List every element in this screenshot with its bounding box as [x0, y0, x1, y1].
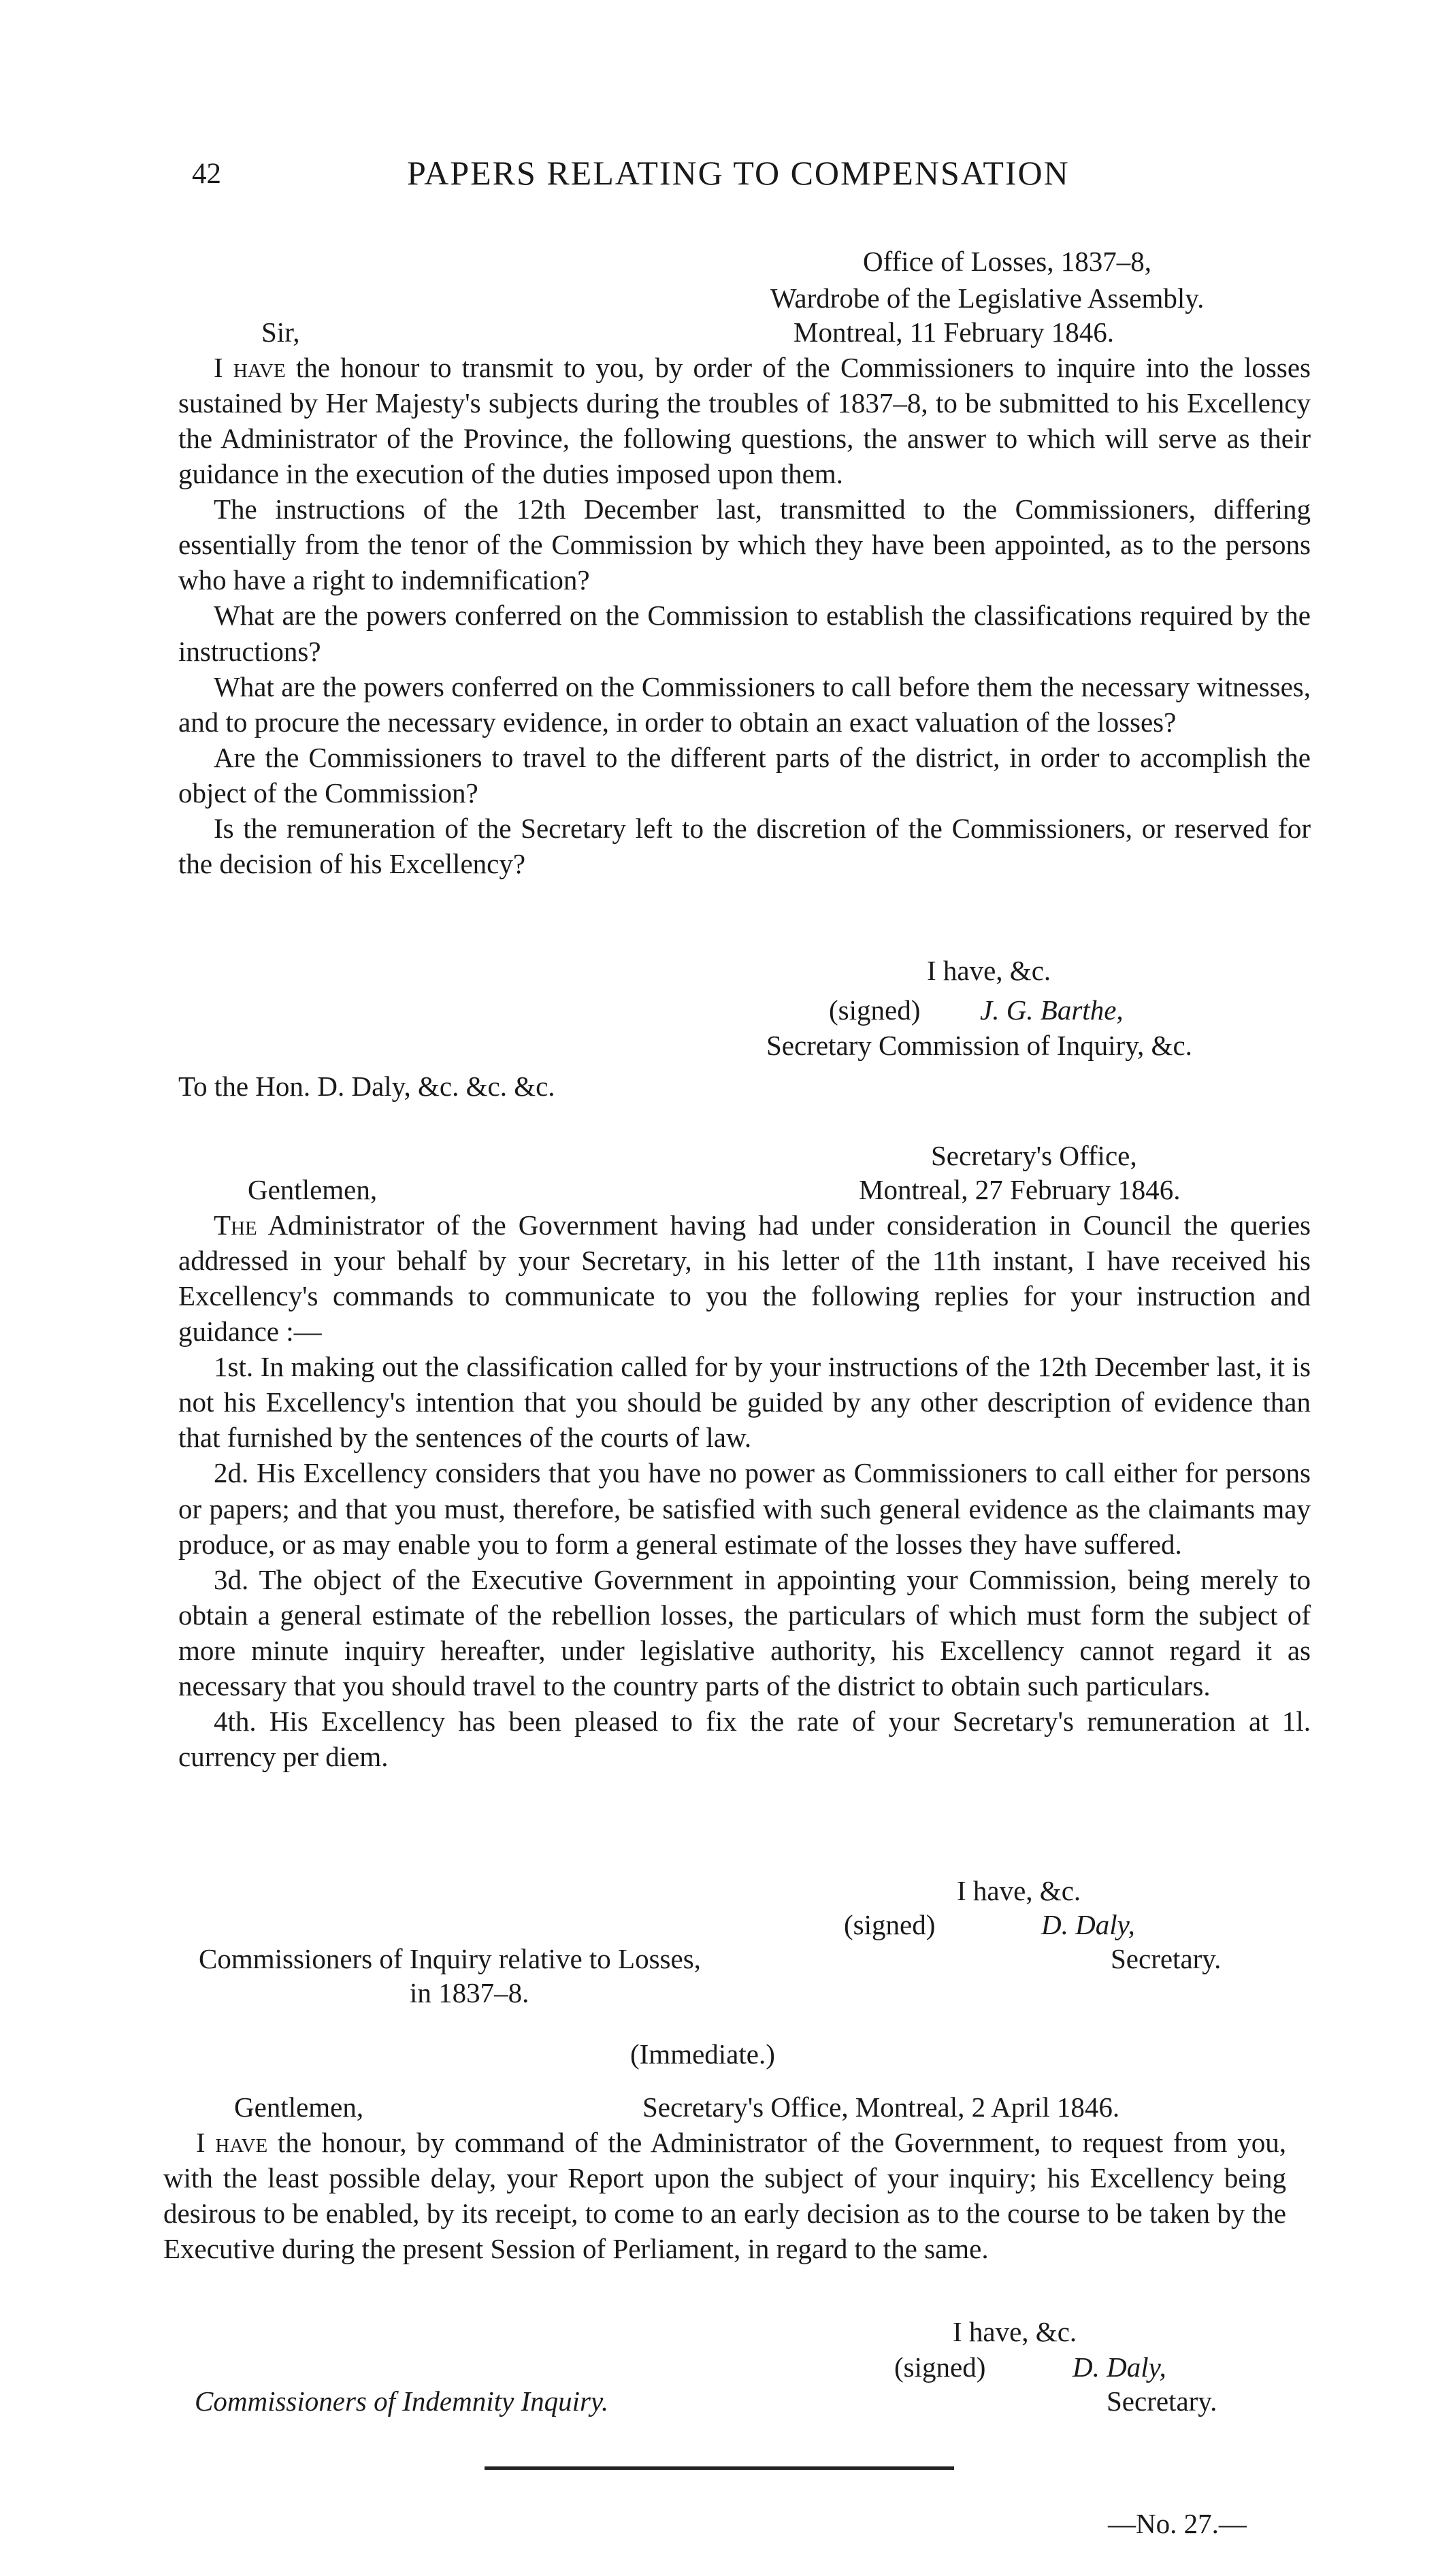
letter2-place: Secretary's Office, [931, 1140, 1137, 1171]
letter2-addressee-line-2: in 1837–8. [410, 1977, 529, 2008]
letter1-closing: I have, &c. [927, 955, 1051, 986]
section-divider [485, 2466, 954, 2470]
letter3-paragraph-text: the honour, by command of the Administrator of the Government, to request from you, with the least possible delay, your Report upon the subject of your inquiry; his Excellency being desirous to be enabled, by its receipt, to come to an early decision as to the course to be taken by the Executive during the present Session of Perliament, in regard to the same. [163, 2127, 1286, 2265]
letter1-salutation: Sir, [261, 316, 300, 348]
letter3-heading: (Immediate.) [630, 2038, 775, 2070]
letter1-paragraph-text: the honour to transmit to you, by order of the Commissioners to inquire into the losses sustained by Her Majesty's subjects during the troubles of 1837–8, to be submitted to his Excellency the Administrator of the Province, the following questions, the answer to which will serve as their guidance in the execution of the duties imposed upon them. [178, 352, 1311, 490]
letter2-signer: D. Daly, [1041, 1909, 1135, 1940]
letter1-paragraph: What are the powers conferred on the Commission to establish the classifications required by the instructions? [178, 600, 1311, 667]
letter2-signer-title: Secretary. [1111, 1943, 1222, 1974]
letter2-paragraph: 4th. His Excellency has been pleased to fix the rate of your Secretary's remuneration at 1l. currency per diem. [178, 1705, 1311, 1772]
letter2-paragraph: 1st. In making out the classification called for by your instructions of the 12th December last, it is not his Excellency's intention that you should be guided by any other description of evidence than that furnished by the sentences of the courts of law. [178, 1351, 1311, 1454]
letter3-addressee: Commissioners of Indemnity Inquiry. [195, 2385, 609, 2417]
letter3-body [163, 2125, 1286, 2266]
letter3-date: Secretary's Office, Montreal, 2 April 1846. [642, 2091, 1120, 2123]
letter1-paragraph: What are the powers conferred on the Commissioners to call before them the necessary witnesses, and to procure the necessary evidence, in order to obtain an exact valuation of the losses? [178, 670, 1311, 738]
letter2-closing: I have, &c. [957, 1875, 1081, 1906]
letter1-paragraph: Is the remuneration of the Secretary left to the discretion of the Commissioners, or reserved for the decision of his Excellency? [178, 812, 1311, 879]
letter2-body [178, 1207, 1311, 1774]
letter3-signer-title: Secretary. [1107, 2385, 1217, 2417]
letter2-paragraph-text: Administrator of the Government having had under consideration in Council the queries addressed in your behalf by your Secretary, in his letter of the 11th instant, I have received his Excellency's commands to communicate to you the following replies for your instruction and guidance :— [178, 1209, 1311, 1348]
letter1-lead-word: I have [214, 352, 286, 383]
letter1-place-line-2: Wardrobe of the Legislative Assembly. [770, 282, 1205, 314]
letter1-date: Montreal, 11 February 1846. [793, 316, 1115, 348]
letter1-paragraph: Are the Commissioners to travel to the different parts of the district, in order to accomplish the object of the Commission? [178, 741, 1311, 809]
page-number: 42 [192, 158, 221, 190]
letter3-signer: D. Daly, [1073, 2351, 1166, 2383]
letter1-body [178, 350, 1311, 881]
letter2-paragraph: 2d. His Excellency considers that you have no power as Commissioners to call either for persons or papers; and that you must, therefore, be satisfied with such general evidence as the claimants may produce, or as may enable you to form a general estimate of the losses they have suffered. [178, 1457, 1311, 1560]
letter2-addressee-line-1: Commissioners of Inquiry relative to Losses, [199, 1943, 701, 1974]
letter1-signer: J. G. Barthe, [980, 994, 1124, 1026]
letter3-paragraph [163, 2125, 1286, 2266]
letter1-signer-title: Secretary Commission of Inquiry, &c. [766, 1030, 1192, 1061]
letter3-salutation: Gentlemen, [234, 2091, 364, 2123]
letter3-signed-label: (signed) [894, 2351, 986, 2383]
letter2-salutation: Gentlemen, [248, 1174, 378, 1205]
letter1-paragraph [178, 350, 1311, 491]
letter3-closing: I have, &c. [953, 2316, 1077, 2347]
letter1-paragraph: The instructions of the 12th December last, transmitted to the Commissioners, differing essentially from the tenor of the Commission by which they have been appointed, as to the persons who have a right to indemnification? [178, 493, 1311, 596]
letter1-place-line-1: Office of Losses, 1837–8, [863, 246, 1151, 277]
letter1-addressee: To the Hon. D. Daly, &c. &c. &c. [178, 1071, 555, 1102]
letter2-lead-word: The [214, 1209, 257, 1241]
page-title: PAPERS RELATING TO COMPENSATION [407, 154, 1070, 192]
letter1-signed-label: (signed) [829, 994, 921, 1026]
letter2-paragraph [178, 1207, 1311, 1349]
next-document-number: —No. 27.— [1108, 2508, 1247, 2539]
letter2-signed-label: (signed) [844, 1909, 936, 1940]
letter2-paragraph: 3d. The object of the Executive Government in appointing your Commission, being merely to obtain a general estimate of the rebellion losses, the particulars of which must form the subject of more minute inquiry hereafter, under legislative authority, his Excellency cannot regard it as necessary that you should travel to the country parts of the district to obtain such particulars. [178, 1563, 1311, 1701]
letter2-date: Montreal, 27 February 1846. [859, 1174, 1181, 1205]
letter3-lead-word: I have [196, 2127, 268, 2158]
